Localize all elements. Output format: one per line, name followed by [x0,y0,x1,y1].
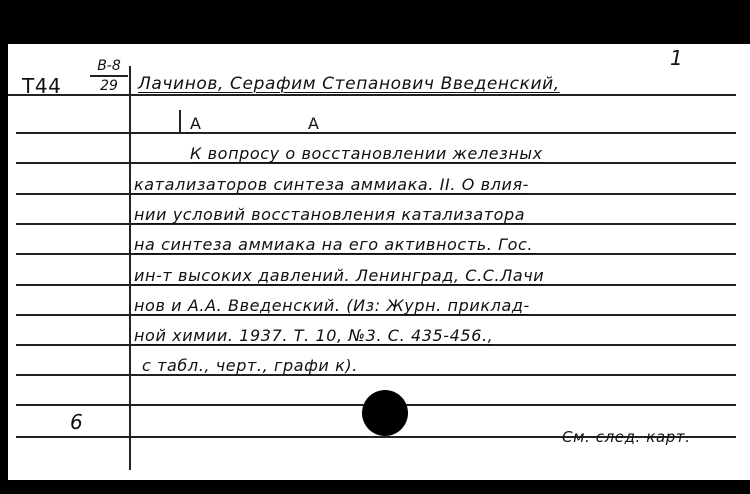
body-line-5: ин-т высоких давлений. Ленинград, С.С.Лачи [134,266,545,285]
body-line-7: ной химии. 1937. Т. 10, №3. С. 435-456., [134,326,494,345]
body-line-6: нов и А.А. Введенский. (Из: Журн. приклад- [134,296,530,315]
call-number-top: В-8 [97,58,121,74]
margin-line [179,110,181,134]
body-line-2: катализаторов синтеза аммиака. II. О влия- [134,175,530,194]
shelf-mark: Т44 [22,74,62,98]
ruled-line [16,132,736,134]
ruled-line [8,94,736,96]
footer-note: См. след. карт. [562,428,691,446]
body-line-8: с табл., черт., графи к). [142,356,358,375]
catalog-card [8,44,750,480]
initial-a-first: А [190,114,202,133]
body-line-4: на синтеза аммиака на его активность. Гос. [134,235,534,254]
call-number-bottom: 29 [100,78,118,94]
margin-line [129,66,131,470]
corner-mark: 1 [670,46,684,70]
body-line-3: нии условий восстановления катализатора [134,205,526,224]
author-heading: Лачинов, Серафим Степанович Введенский, [138,74,560,94]
body-line-1: К вопросу о восстановлении железных [190,144,543,163]
initial-a-second: А [308,114,320,133]
fraction-bar [90,75,128,77]
call-number-fraction [90,58,128,94]
card-count: 6 [70,410,84,434]
ruled-line [16,374,736,376]
punch-hole [362,390,408,436]
